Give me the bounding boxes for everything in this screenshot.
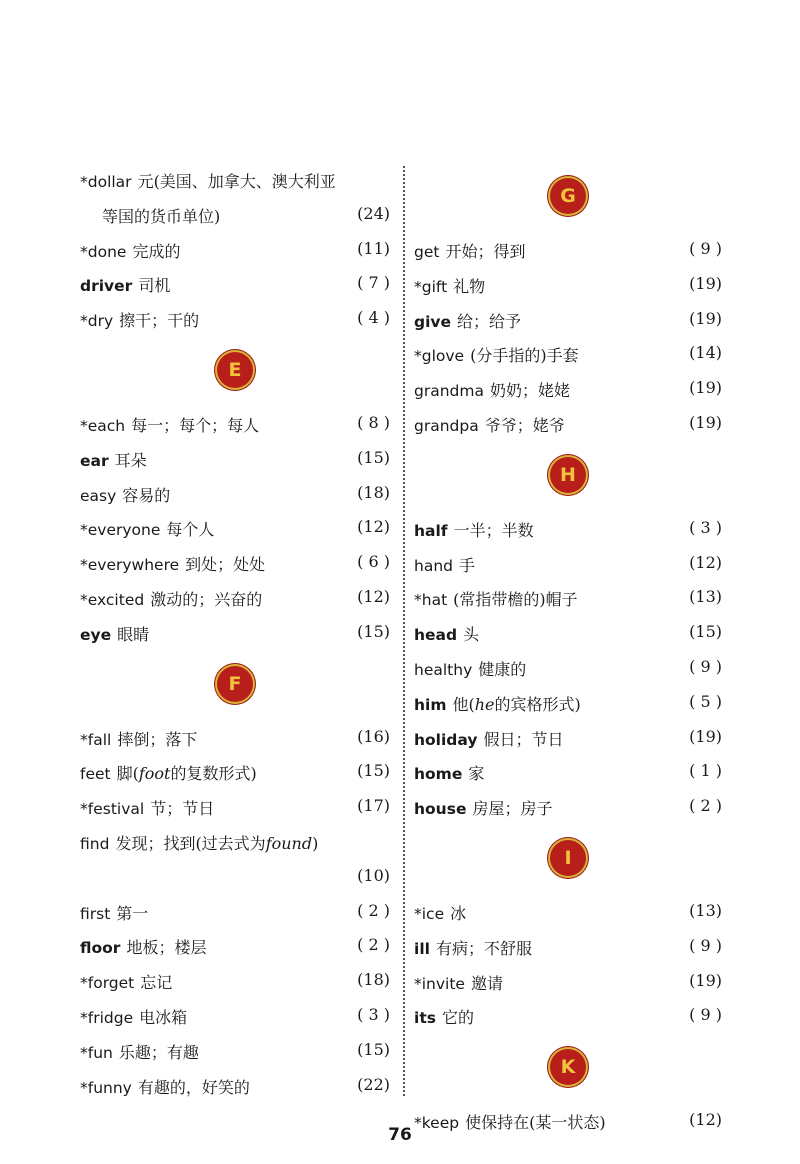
- entry-term: [80, 1075, 250, 1098]
- entry-lesson-number: ( 6 ): [357, 552, 390, 572]
- entry-term: [80, 308, 199, 331]
- vocab-entry: [80, 789, 390, 824]
- entry-lesson-number: (13): [689, 587, 722, 607]
- entry-meaning-part: 他(: [452, 694, 475, 714]
- entry-meaning: (分手指的)手套: [470, 346, 579, 366]
- entry-lesson-number: ( 2 ): [357, 935, 390, 955]
- vocab-entry: [414, 789, 722, 824]
- entry-word: *hat: [414, 591, 448, 610]
- entry-lesson-number: (14): [689, 343, 722, 363]
- entry-word: get: [414, 243, 440, 261]
- entry-lesson-number: ( 7 ): [357, 273, 390, 293]
- entry-meaning: 假日；节日: [483, 729, 564, 749]
- section-header: [80, 336, 390, 406]
- entry-meaning: 完成的: [132, 241, 181, 261]
- entry-lesson-number: (19): [689, 412, 722, 432]
- section-letter-badge: I: [550, 840, 586, 876]
- entry-lesson-number: ( 1 ): [689, 761, 722, 781]
- entry-term: [80, 796, 214, 819]
- entry-lesson-number: (13): [689, 900, 722, 920]
- entry-meaning-part: 脚(: [116, 764, 139, 784]
- section-letter-badge: H: [550, 457, 586, 493]
- entry-meaning-part: 的宾格形式): [494, 694, 581, 714]
- entry-word: *keep: [414, 1114, 460, 1133]
- entry-meaning: 眼睛: [117, 624, 150, 644]
- entry-word: *forget: [80, 974, 135, 993]
- vocab-entry: [80, 441, 390, 476]
- entry-word: *done: [80, 242, 127, 261]
- section-header: [80, 650, 390, 720]
- entry-meaning-part: 发现；找到(过去式为: [115, 833, 266, 853]
- entry-term: [414, 622, 479, 645]
- entry-meaning: 元(美国、加拿大、澳大利亚: [137, 172, 336, 191]
- section-letter-badge: G: [550, 178, 586, 214]
- entry-word: *funny: [80, 1078, 132, 1097]
- entry-term: [414, 796, 552, 819]
- entry-word: *fall: [80, 730, 112, 749]
- vocab-entry: [80, 1068, 390, 1103]
- entry-lesson-number: (22): [357, 1074, 390, 1094]
- vocab-entry: [80, 266, 390, 301]
- section-header: [414, 1033, 722, 1103]
- section-header: [414, 162, 722, 232]
- entry-lesson-number: ( 2 ): [689, 796, 722, 816]
- entry-meaning: 爷爷；姥爷: [484, 415, 565, 435]
- entry-term: [80, 587, 262, 610]
- entry-word: ill: [414, 939, 430, 958]
- entry-term: [414, 378, 570, 401]
- entry-term: [80, 761, 257, 784]
- entry-word: hand: [414, 556, 453, 575]
- entry-word: *fun: [80, 1043, 113, 1062]
- vocab-entry: [80, 301, 390, 336]
- entry-word: *glove: [414, 347, 465, 366]
- entry-lesson-number: ( 8 ): [357, 412, 390, 432]
- entry-word: eye: [80, 625, 112, 644]
- entry-lesson-number: (12): [357, 517, 390, 537]
- entry-meaning: 家: [468, 764, 485, 784]
- entry-lesson-number: (18): [357, 482, 390, 502]
- entry-lesson-number: ( 2 ): [357, 900, 390, 920]
- entry-term: [80, 239, 180, 262]
- entry-meaning: 擦干；干的: [119, 311, 200, 331]
- entry-word: head: [414, 626, 458, 645]
- entry-meaning: 冰: [450, 903, 467, 923]
- entry-term: [414, 274, 485, 297]
- entry-term: [414, 901, 466, 924]
- entry-meaning: (常指带檐的)帽子: [453, 590, 578, 610]
- vocab-entry-continuation: [80, 859, 390, 894]
- entry-lesson-number: ( 9 ): [689, 1005, 722, 1025]
- entry-lesson-number: (12): [357, 586, 390, 606]
- entry-meaning: 容易的: [122, 485, 171, 505]
- entry-term: [414, 518, 534, 541]
- vocab-entry: [80, 545, 390, 580]
- entry-term: [414, 309, 521, 332]
- entry-word: *gift: [414, 277, 448, 296]
- vocab-entry: [80, 476, 390, 511]
- entry-term: [80, 1005, 187, 1028]
- vocab-entry: [80, 162, 390, 197]
- vocab-entry: [414, 720, 722, 755]
- entry-word: first: [80, 904, 111, 923]
- entry-word: find: [80, 834, 110, 853]
- entry-meaning: 乐趣；有趣: [118, 1042, 199, 1062]
- entry-word: *dry: [80, 312, 114, 331]
- vocab-entry: [414, 371, 722, 406]
- entry-term: [80, 970, 172, 993]
- entry-lesson-number: (18): [357, 970, 390, 990]
- entry-term: [80, 901, 148, 924]
- entry-term: [80, 622, 149, 645]
- entry-lesson-number: (15): [357, 1039, 390, 1059]
- entry-lesson-number: (19): [689, 308, 722, 328]
- entry-term: [80, 483, 170, 506]
- entry-word: *fridge: [80, 1008, 134, 1027]
- entry-meaning: 每一；每个；每人: [131, 415, 260, 435]
- entry-lesson-number: (12): [689, 552, 722, 572]
- entry-meaning: 奶奶；姥姥: [489, 381, 570, 401]
- vocab-entry: [80, 510, 390, 545]
- entry-word: *ice: [414, 904, 445, 923]
- entry-lesson-number: ( 9 ): [689, 656, 722, 676]
- section-letter-badge: F: [217, 666, 253, 702]
- entry-word: grandpa: [414, 416, 479, 435]
- entry-meaning: [115, 834, 318, 853]
- section-letter-badge: K: [550, 1049, 586, 1085]
- vocab-entry: [414, 894, 722, 929]
- entry-lesson-number: (17): [357, 796, 390, 816]
- entry-term: [414, 413, 565, 436]
- entry-lesson-number: (15): [357, 761, 390, 781]
- entry-word: *excited: [80, 590, 145, 609]
- vocab-entry: [80, 615, 390, 650]
- entry-term: [102, 204, 220, 227]
- vocab-entry: [414, 232, 722, 267]
- entry-meaning: 耳朵: [114, 450, 147, 470]
- entry-meaning: 有趣的，好笑的: [137, 1077, 250, 1097]
- entry-lesson-number: (16): [357, 726, 390, 746]
- entry-meaning: 到处；处处: [185, 555, 266, 575]
- entry-meaning: 每个人: [166, 520, 215, 540]
- entry-word: holiday: [414, 730, 478, 749]
- vocab-entry: [414, 685, 722, 720]
- entry-meaning-italic: foot: [138, 764, 171, 784]
- entry-term: [80, 273, 170, 296]
- entry-lesson-number: (11): [357, 238, 390, 258]
- entry-term: [414, 239, 525, 262]
- entry-meaning: 手: [459, 555, 476, 575]
- entry-word: easy: [80, 486, 117, 505]
- entry-word: driver: [80, 277, 133, 296]
- entry-meaning-italic: found: [265, 833, 313, 853]
- entry-word: feet: [80, 765, 111, 784]
- entry-term: [414, 343, 579, 366]
- vocab-entry: [414, 580, 722, 615]
- entry-lesson-number: (24): [357, 203, 390, 223]
- vocab-entry: [414, 406, 722, 441]
- entry-word: grandma: [414, 382, 484, 401]
- entry-lesson-number: (15): [357, 447, 390, 467]
- entry-lesson-number: ( 9 ): [689, 239, 722, 258]
- entry-meaning: 第一: [116, 903, 149, 923]
- section-letter-badge: E: [217, 352, 253, 388]
- section-header: [414, 441, 722, 511]
- entry-word: *invite: [414, 974, 465, 993]
- vocab-entry: [80, 1033, 390, 1068]
- entry-term: [80, 448, 147, 471]
- entry-meaning: 头: [463, 625, 480, 645]
- entry-word: *each: [80, 416, 126, 435]
- vocab-entry-continuation: [80, 197, 390, 232]
- entry-term: [414, 936, 532, 959]
- entry-meaning: 给；给予: [457, 311, 522, 331]
- entry-meaning: 摔倒；落下: [117, 729, 198, 749]
- entry-word: ear: [80, 451, 109, 470]
- entry-term: [414, 1005, 474, 1028]
- entry-lesson-number: (19): [689, 970, 722, 990]
- vocab-entry: [414, 615, 722, 650]
- entry-term: [414, 692, 581, 715]
- vocab-entry: [80, 720, 390, 755]
- entry-word: healthy: [414, 660, 473, 679]
- vocab-entry: [80, 580, 390, 615]
- entry-meaning: 司机: [138, 276, 171, 296]
- entry-lesson-number: (15): [357, 621, 390, 641]
- vocab-entry: [80, 232, 390, 267]
- section-header: [414, 824, 722, 894]
- entry-term: [414, 761, 484, 784]
- entry-lesson-number: ( 3 ): [689, 517, 722, 537]
- entry-meaning: 健康的: [478, 659, 527, 679]
- vocab-entry: [414, 267, 722, 302]
- entry-lesson-number: ( 5 ): [689, 691, 722, 711]
- entry-term: [80, 413, 259, 436]
- entry-lesson-number: ( 9 ): [689, 935, 722, 955]
- vocab-entry: [414, 964, 722, 999]
- entry-meaning: 激动的；兴奋的: [150, 589, 263, 609]
- entry-word: floor: [80, 939, 121, 958]
- vocab-entry: [414, 546, 722, 581]
- right-column: [414, 162, 722, 1138]
- entry-word: him: [414, 695, 447, 714]
- entry-meaning: 电冰箱: [139, 1007, 188, 1027]
- entry-meaning: 房屋；房子: [472, 799, 553, 819]
- entry-word: *dollar: [80, 173, 132, 191]
- entry-word: give: [414, 312, 452, 331]
- entry-meaning: [453, 695, 581, 714]
- entry-lesson-number: (15): [689, 622, 722, 642]
- entry-lesson-number: (19): [689, 726, 722, 746]
- column-divider: [403, 166, 405, 1096]
- entry-term: [414, 553, 475, 576]
- vocab-entry: [414, 336, 722, 371]
- left-column: [80, 162, 390, 1102]
- entry-meaning: [117, 764, 257, 783]
- entry-meaning-part: 的复数形式): [170, 764, 257, 784]
- entry-meaning: 等国的货币单位): [102, 206, 221, 226]
- entry-word: half: [414, 521, 448, 540]
- entry-meaning-part: ): [312, 833, 319, 853]
- entry-lesson-number: (19): [689, 273, 722, 293]
- page-number: 76: [388, 1125, 412, 1145]
- entry-meaning: 礼物: [453, 276, 486, 296]
- vocab-entry: [80, 928, 390, 963]
- vocab-entry: [80, 754, 390, 789]
- entry-word: *everywhere: [80, 556, 180, 575]
- vocab-entry: [414, 511, 722, 546]
- entry-term: [414, 971, 503, 994]
- entry-word: its: [414, 1009, 436, 1028]
- entry-term: [80, 552, 265, 575]
- vocab-entry: [80, 824, 390, 859]
- entry-term: [414, 657, 526, 680]
- entry-lesson-number: (10): [357, 865, 390, 885]
- entry-meaning: 一半；半数: [453, 520, 534, 540]
- entry-meaning: 有病；不舒服: [435, 938, 532, 958]
- vocab-entry: [80, 998, 390, 1033]
- vocab-entry: [414, 650, 722, 685]
- vocab-entry: [414, 302, 722, 337]
- entry-meaning: 开始；得到: [445, 242, 526, 261]
- vocab-entry: [414, 754, 722, 789]
- entry-meaning: 忘记: [140, 973, 173, 993]
- vocab-entry: [414, 998, 722, 1033]
- entry-meaning: 使保持在(某一状态): [465, 1113, 606, 1133]
- vocab-entry: [414, 929, 722, 964]
- entry-lesson-number: (19): [689, 378, 722, 398]
- entry-term: [414, 587, 578, 610]
- entry-meaning: 地板；楼层: [126, 938, 207, 958]
- entry-term: [80, 727, 197, 750]
- entry-meaning-italic: he: [474, 694, 495, 714]
- entry-lesson-number: (12): [689, 1110, 722, 1130]
- entry-term: [80, 517, 214, 540]
- entry-word: house: [414, 800, 467, 819]
- entry-meaning: 节；节日: [150, 799, 215, 819]
- vocab-entry: [80, 894, 390, 929]
- entry-term: [80, 1040, 199, 1063]
- entry-meaning: 邀请: [470, 973, 503, 993]
- entry-lesson-number: ( 4 ): [357, 308, 390, 328]
- entry-term: [80, 935, 206, 958]
- entry-lesson-number: ( 3 ): [357, 1004, 390, 1024]
- entry-term: [80, 831, 318, 854]
- entry-word: home: [414, 765, 463, 784]
- vocab-entry: [80, 406, 390, 441]
- vocab-entry: [80, 963, 390, 998]
- entry-word: *everyone: [80, 521, 161, 540]
- entry-term: [414, 727, 564, 750]
- entry-word: *festival: [80, 800, 145, 819]
- entry-term: [80, 169, 336, 192]
- entry-meaning: 它的: [441, 1008, 474, 1028]
